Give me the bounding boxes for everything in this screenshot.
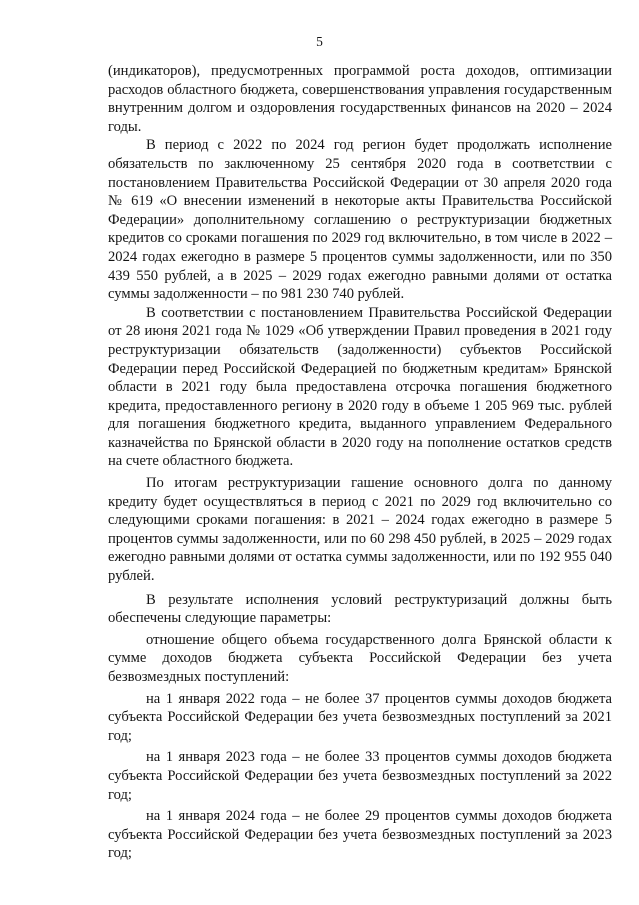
paragraph-restructuring-2022-2024: В период с 2022 по 2024 год регион будет продолжать исполнение обязательств по заключенному 25 сентября 2020 года в соответствии с постановлением Правительства Российской Федерации от 30 апреля 2020 года № 619 «О внесении изменений в некоторые акты Правительства Российской Федерации» дополнительному соглашению о реструктуризации бюджетных кредитов со сроками погашения по 2029 год включительно, в том числе в 2022 – 2024 годах ежегодно в размере 5 процентов суммы задолженности, или по 350 439 550 рублей, а в 2025 – 2029 годах ежегодно равными долями от остатка суммы задолженности – по 981 230 740 рублей.	[108, 137, 612, 303]
paragraph-limit-2023: на 1 января 2023 года – не более 33 процентов суммы доходов бюджета субъекта Российской Федерации без учета безвозмездных поступлений за 2022 год;	[108, 749, 612, 803]
paragraph-repayment-schedule: По итогам реструктуризации гашение основного долга по данному кредиту будет осуществляться в период с 2021 по 2029 год включительно со следующими сроками погашения: в 2021 – 2024 годах ежегодно в размере 5 процентов суммы задолженности, или по 60 298 450 рублей, в 2025 – 2029 годах ежегодно равными долями от остатка суммы задолженности, или по 192 955 040 рублей.	[108, 475, 612, 585]
page-number: 5	[316, 34, 323, 49]
paragraph-indicators: (индикаторов), предусмотренных программой роста доходов, оптимизации расходов областного бюджета, совершенствования управления государственным внутренним долгом и оздоровления государственных финансов на 2020 – 2024 годы.	[108, 63, 612, 135]
paragraph-resolution-1029: В соответствии с постановлением Правительства Российской Федерации от 28 июня 2021 года № 1029 «Об утверждении Правил проведения в 2021 году реструктуризации обязательств (задолженности) субъектов Российской Федерации перед Российской Федерацией по бюджетным кредитам» Брянской области в 2021 году была предоставлена отсрочка погашения бюджетного кредита, предоставленного региону в 2020 году в объеме 1 205 969 тыс. рублей для погашения бюджетного кредита, выданного управлением Федерального казначейства по Брянской области в 2020 году на пополнение остатков средств на счете областного бюджета.	[108, 304, 612, 470]
paragraph-limit-2022: на 1 января 2022 года – не более 37 процентов суммы доходов бюджета субъекта Российской Федерации без учета безвозмездных поступлений за 2021 год;	[108, 690, 612, 744]
paragraph-parameters-intro: В результате исполнения условий реструктуризаций должны быть обеспечены следующие параметры:	[108, 591, 612, 627]
paragraph-limit-2024: на 1 января 2024 года – не более 29 процентов суммы доходов бюджета субъекта Российской Федерации без учета безвозмездных поступлений за 2023 год;	[108, 808, 612, 862]
paragraph-debt-ratio: отношение общего объема государственного долга Брянской области к сумме доходов бюджета субъекта Российской Федерации без учета безвозмездных поступлений:	[108, 631, 612, 685]
document-body	[108, 62, 612, 863]
